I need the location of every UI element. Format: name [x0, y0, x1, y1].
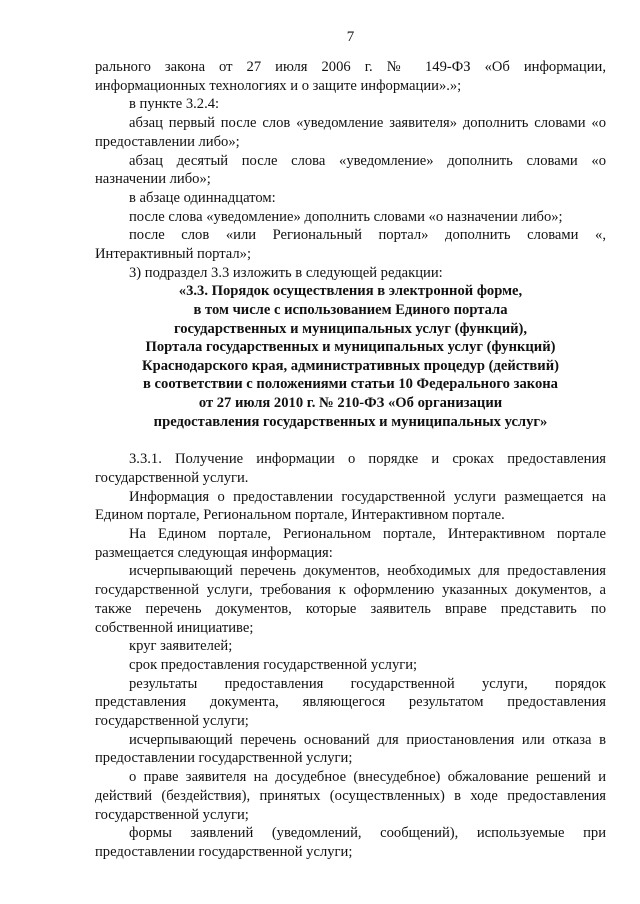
paragraph: рального закона от 27 июля 2006 г. № 149-ФЗ «Об информации, информационных технологиях и о защите информации».»; — [95, 59, 606, 94]
heading-line: в том числе с использованием Единого портала — [193, 302, 508, 319]
paragraph: формы заявлений (уведомлений, сообщений), используемые при предоставлении государственной услуги; — [95, 825, 606, 860]
paragraph: 3.3.1. Получение информации о порядке и сроках предоставления государственной услуги. — [95, 451, 606, 486]
heading-line: предоставления государственных и муниципальных услуг» — [153, 413, 548, 430]
paragraph: абзац первый после слов «уведомление заявителя» дополнить словами «о предоставлении либо»; — [95, 115, 606, 150]
heading-line: от 27 июля 2010 г. № 210-ФЗ «Об организации — [198, 395, 503, 411]
paragraph: срок предоставления государственной услуги; — [129, 656, 418, 673]
paragraph: результаты предоставления государственной услуги, порядок представления документа, являющегося результатом предоставления государственной услуги; — [95, 675, 606, 730]
paragraph: после слова «уведомление» дополнить словами «о назначении либо»; — [129, 208, 563, 225]
paragraph: На Едином портале, Региональном портале, Интерактивном портале размещается следующая информация: — [95, 526, 606, 561]
heading-line: Портала государственных и муниципальных услуг (функций) — [145, 339, 556, 356]
paragraph: исчерпывающий перечень документов, необходимых для предоставления государственной услуги, требования к оформлению указанных документов, а также перечень документов, которые заявитель вправе представить по собственной инициативе; — [95, 563, 606, 636]
paragraph: после слов «или Региональный портал» дополнить словами «, Интерактивный портал»; — [95, 227, 606, 263]
paragraph: 3) подраздел 3.3 изложить в следующей редакции: — [129, 264, 443, 281]
paragraph: о праве заявителя на досудебное (внесудебное) обжалование решений и действий (бездействия), принятых (осуществленных) в ходе предоставления государственной услуги; — [95, 769, 606, 823]
paragraph: в абзаце одиннадцатом: — [129, 189, 276, 206]
paragraph: в пункте 3.2.4: — [129, 96, 220, 113]
heading-line: Краснодарского края, административных процедур (действий) — [142, 357, 559, 374]
top-section — [95, 58, 606, 282]
paragraph: абзац десятый после слова «уведомление» дополнить словами «о назначении либо»; — [95, 152, 606, 188]
spacer — [95, 431, 606, 450]
paragraph: исчерпывающий перечень оснований для приостановления или отказа в предоставлении государственной услуги; — [95, 731, 606, 767]
heading-line: государственных и муниципальных услуг (функций), — [173, 320, 528, 337]
paragraph: круг заявителей; — [129, 638, 233, 655]
heading-line: в соответствии с положениями статьи 10 Федерального закона — [143, 376, 558, 393]
heading-line: «3.3. Порядок осуществления в электронной форме, — [178, 283, 523, 300]
bottom-section — [95, 450, 606, 861]
paragraph: Информация о предоставлении государственной услуги размещается на Едином портале, Региональном портале, Интерактивном портале. — [95, 488, 606, 524]
section-heading — [95, 282, 606, 431]
page-number: 7 — [346, 29, 355, 45]
